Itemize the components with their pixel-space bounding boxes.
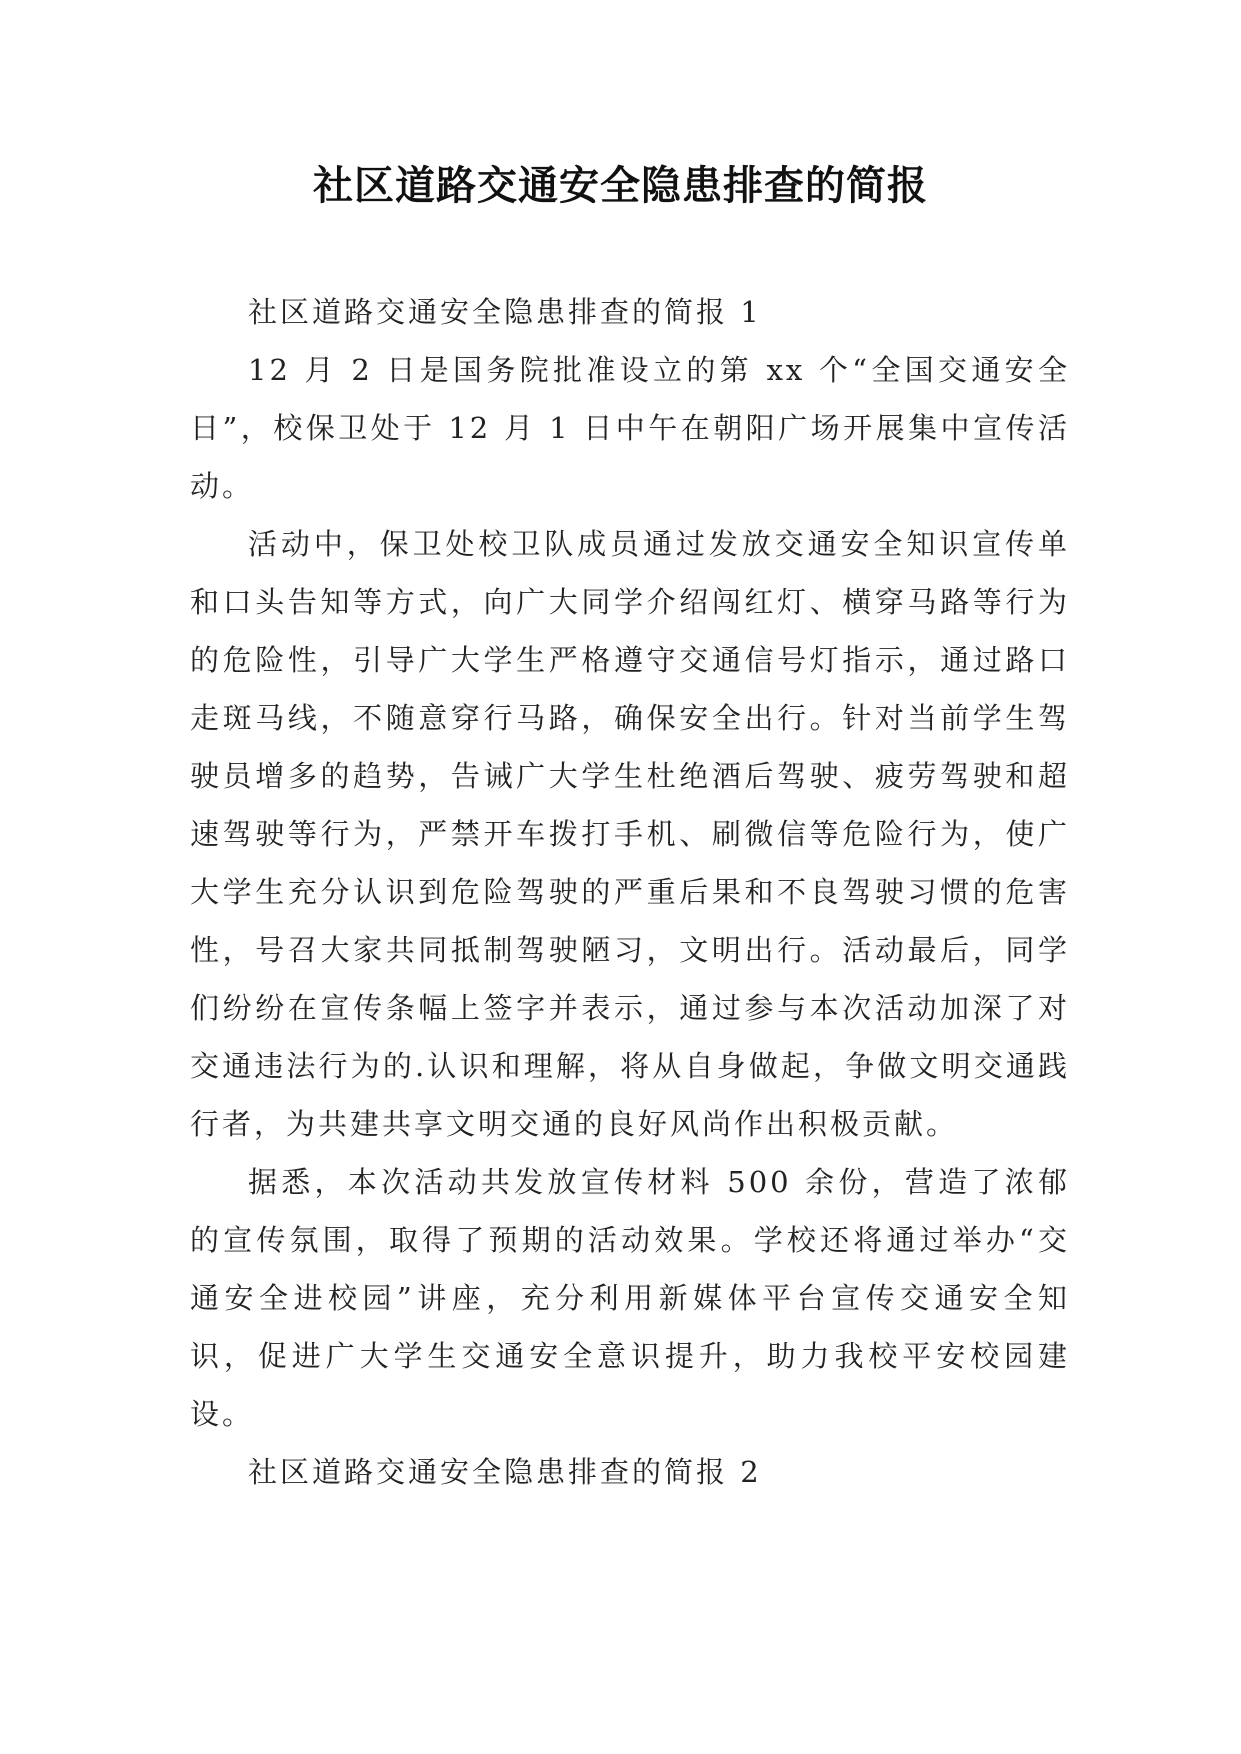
paragraph-activity: 活动中，保卫处校卫队成员通过发放交通安全知识宣传单和口头告知等方式，向广大同学介绍闯红灯、横穿马路等行为的危险性，引导广大学生严格遵守交通信号灯指示，通过路口走斑马线，不随意穿行马路，确保安全出行。针对当前学生驾驶员增多的趋势，告诫广大学生杜绝酒后驾驶、疲劳驾驶和超速驾驶等行为，严禁开车拨打手机、刷微信等危险行为，使广大学生充分认识到危险驾驶的严重后果和不良驾驶习惯的危害性，号召大家共同抵制驾驶陋习，文明出行。活动最后，同学们纷纷在宣传条幅上签字并表示，通过参与本次活动加深了对交通违法行为的.认识和理解，将从自身做起，争做文明交通践行者，为共建共享文明交通的良好风尚作出积极贡献。 [190, 527, 1070, 1141]
document-title: 社区道路交通安全隐患排查的简报 [313, 162, 928, 209]
paragraph-summary: 据悉，本次活动共发放宣传材料 500 余份，营造了浓郁的宣传氛围，取得了预期的活动效果。学校还将通过举办“交通安全进校园”讲座，充分利用新媒体平台宣传交通安全知识，促进广大学生交通安全意识提升，助力我校平安校园建设。 [190, 1165, 1070, 1431]
section-heading-1: 社区道路交通安全隐患排查的简报 1 [248, 295, 762, 329]
paragraph-intro: 12 月 2 日是国务院批准设立的第 xx 个“全国交通安全日”，校保卫处于 12 月 1 日中午在朝阳广场开展集中宣传活动。 [190, 353, 1070, 503]
document-body [190, 283, 1070, 1501]
section-heading-2: 社区道路交通安全隐患排查的简报 2 [248, 1455, 762, 1489]
